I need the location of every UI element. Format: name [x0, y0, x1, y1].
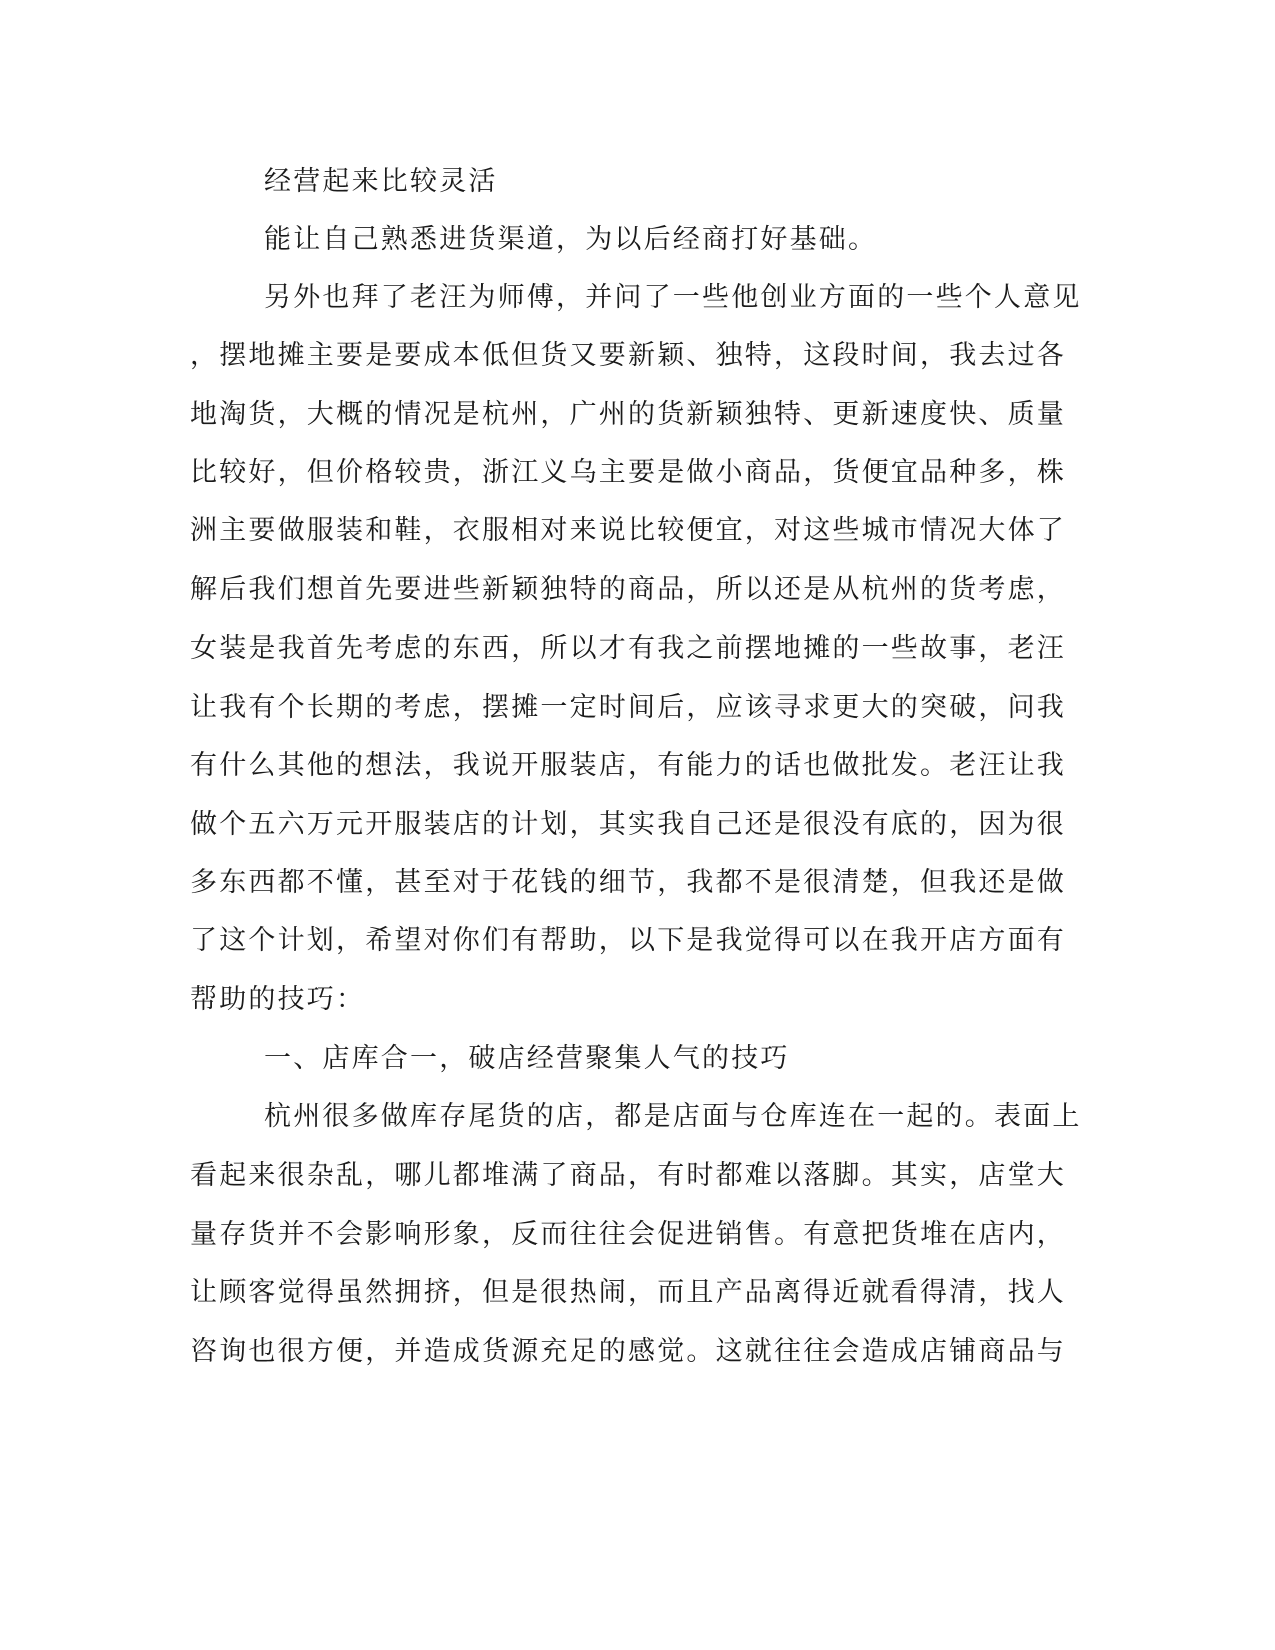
- text-line: 咨询也很方便，并造成货源充足的感觉。这就往往会造成店铺商品与: [190, 1336, 1066, 1367]
- section-heading: 一、店库合一，破店经营聚集人气的技巧: [264, 1043, 790, 1074]
- text-line: 了这个计划，希望对你们有帮助，以下是我觉得可以在我开店方面有: [190, 925, 1066, 956]
- text-line: 让顾客觉得虽然拥挤，但是很热闹，而且产品离得近就看得清，找人: [190, 1277, 1066, 1308]
- text-line: 能让自己熟悉进货渠道，为以后经商打好基础。: [264, 224, 878, 255]
- text-line: 女装是我首先考虑的东西，所以才有我之前摆地摊的一些故事，老汪: [190, 633, 1066, 664]
- text-line: 做个五六万元开服装店的计划，其实我自己还是很没有底的，因为很: [190, 809, 1066, 840]
- text-line: 另外也拜了老汪为师傅，并问了一些他创业方面的一些个人意见: [264, 282, 1082, 313]
- text-line: 经营起来比较灵活: [264, 166, 498, 197]
- text-line: 有什么其他的想法，我说开服装店，有能力的话也做批发。老汪让我: [190, 750, 1066, 781]
- text-line: 让我有个长期的考虑，摆摊一定时间后，应该寻求更大的突破，问我: [190, 692, 1066, 723]
- text-line: 杭州很多做库存尾货的店，都是店面与仓库连在一起的。表面上: [264, 1101, 1082, 1132]
- text-line: 地淘货，大概的情况是杭州，广州的货新颖独特、更新速度快、质量: [190, 399, 1066, 430]
- text-line: 解后我们想首先要进些新颖独特的商品，所以还是从杭州的货考虑，: [190, 574, 1066, 605]
- text-line: 比较好，但价格较贵，浙江义乌主要是做小商品，货便宜品种多，株: [190, 457, 1066, 488]
- text-line: ，摆地摊主要是要成本低但货又要新颖、独特，这段时间，我去过各: [190, 340, 1066, 371]
- text-line: 量存货并不会影响形象，反而往往会促进销售。有意把货堆在店内，: [190, 1219, 1066, 1250]
- text-line: 多东西都不懂，甚至对于花钱的细节，我都不是很清楚，但我还是做: [190, 867, 1066, 898]
- text-line: 洲主要做服装和鞋，衣服相对来说比较便宜，对这些城市情况大体了: [190, 515, 1066, 546]
- text-line: 看起来很杂乱，哪儿都堆满了商品，有时都难以落脚。其实，店堂大: [190, 1160, 1066, 1191]
- text-line: 帮助的技巧：: [190, 984, 366, 1015]
